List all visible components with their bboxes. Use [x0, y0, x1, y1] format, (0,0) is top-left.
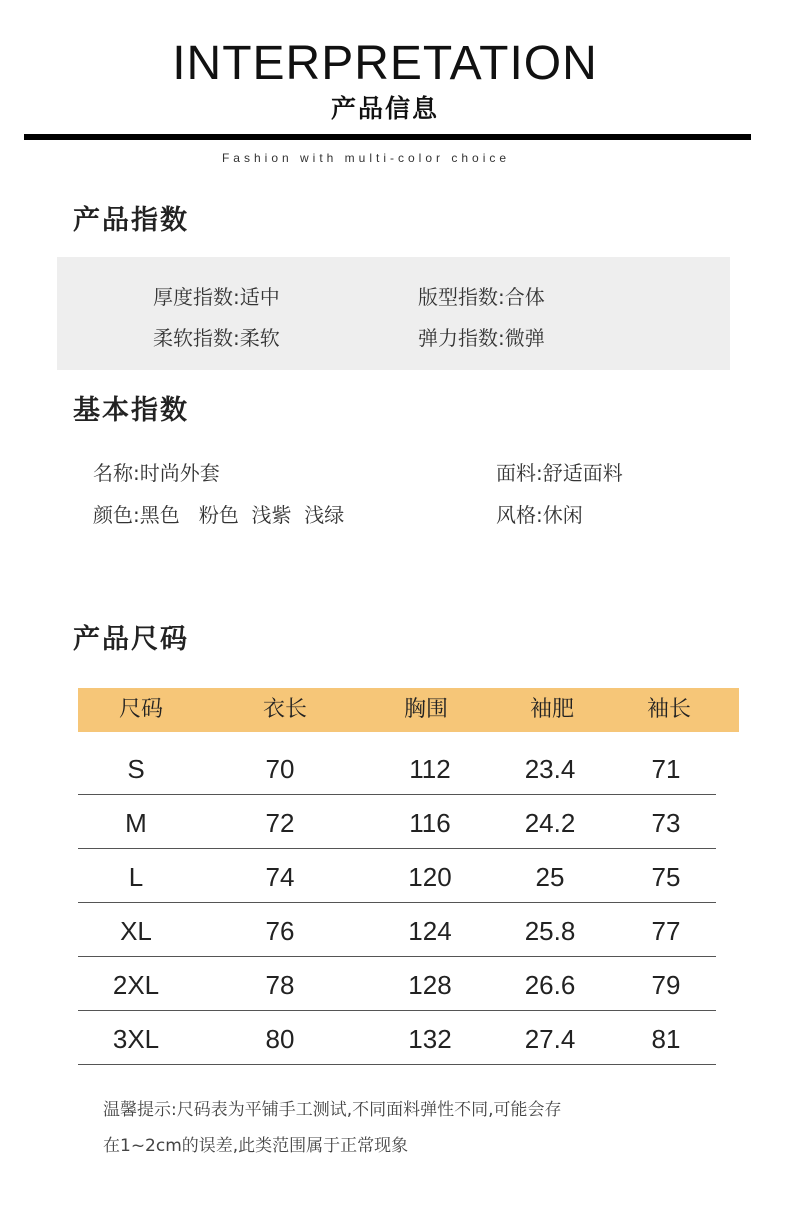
cell-chest: 132	[408, 1024, 452, 1054]
cell-length: 72	[265, 808, 295, 838]
cell-chest: 124	[408, 916, 452, 946]
thickness-index	[153, 284, 280, 310]
cell-sleeve-width: 27.4	[524, 1024, 576, 1054]
cell-sleeve-length: 81	[651, 1024, 681, 1054]
cell-sleeve-width: 26.6	[524, 970, 576, 1000]
cell-length: 70	[265, 754, 295, 784]
cell-size: 3XL	[112, 1024, 160, 1054]
color-value: 黑色 粉色 浅紫 浅绿	[139, 503, 345, 527]
tagline: Fashion with multi-color choice	[221, 151, 511, 165]
cell-length: 80	[265, 1024, 295, 1054]
size-table-header	[78, 688, 739, 732]
row-divider	[78, 794, 716, 795]
header-length: 衣长	[262, 697, 307, 722]
fit-label: 版型指数:	[418, 285, 505, 309]
table-row	[78, 796, 716, 849]
name-label: 名称:	[93, 461, 140, 485]
section-title-basic-index: 基本指数	[73, 395, 189, 426]
section-title-size-chart: 产品尺码	[73, 624, 189, 655]
fit-value: 合体	[504, 285, 545, 309]
table-row	[78, 850, 716, 903]
table-row	[78, 742, 716, 795]
cell-sleeve-width: 25	[535, 862, 565, 892]
row-divider	[78, 848, 716, 849]
table-row	[78, 1012, 716, 1065]
cell-sleeve-length: 79	[651, 970, 681, 1000]
table-row	[78, 958, 716, 1011]
style-value: 休闲	[542, 503, 583, 527]
row-divider	[78, 902, 716, 903]
cell-sleeve-length: 73	[651, 808, 681, 838]
page-subtitle: 产品信息	[330, 94, 439, 123]
section-title-product-index: 产品指数	[73, 205, 189, 236]
row-divider	[78, 956, 716, 957]
name-value: 时尚外套	[139, 461, 220, 485]
header-sleeve-width: 袖肥	[529, 697, 574, 722]
elasticity-value: 微弹	[504, 326, 545, 350]
cell-chest: 112	[409, 754, 451, 784]
product-fabric	[496, 460, 623, 486]
cell-sleeve-width: 23.4	[524, 754, 576, 784]
note-line-1: 温馨提示:尺码表为平铺手工测试,不同面料弹性不同,可能会存	[103, 1100, 562, 1120]
header-sleeve-length: 袖长	[646, 697, 691, 722]
cell-chest: 116	[409, 808, 451, 838]
product-index-box	[57, 257, 730, 370]
elasticity-label: 弹力指数:	[418, 326, 505, 350]
cell-chest: 120	[408, 862, 452, 892]
header-divider	[24, 134, 751, 140]
thickness-value: 适中	[239, 285, 280, 309]
row-divider	[78, 1010, 716, 1011]
softness-index	[153, 325, 280, 351]
cell-sleeve-length: 71	[651, 754, 681, 784]
softness-value: 柔软	[239, 326, 280, 350]
cell-length: 78	[265, 970, 295, 1000]
cell-size: S	[127, 754, 145, 784]
fit-index	[418, 284, 545, 310]
cell-size: L	[128, 862, 144, 892]
header-size: 尺码	[118, 697, 163, 722]
style-label: 风格:	[496, 503, 543, 527]
cell-sleeve-width: 24.2	[524, 808, 576, 838]
cell-size: 2XL	[112, 970, 160, 1000]
cell-size: XL	[120, 916, 152, 946]
fabric-label: 面料:	[496, 461, 543, 485]
cell-chest: 128	[408, 970, 452, 1000]
cell-size: M	[125, 808, 147, 838]
cell-sleeve-width: 25.8	[524, 916, 576, 946]
cell-sleeve-length: 77	[651, 916, 681, 946]
elasticity-index	[418, 325, 545, 351]
color-label: 颜色:	[93, 503, 140, 527]
page-title: INTERPRETATION	[172, 37, 598, 90]
cell-length: 74	[265, 862, 295, 892]
table-row	[78, 904, 716, 957]
fabric-value: 舒适面料	[542, 461, 623, 485]
note-line-2: 在1~2cm的误差,此类范围属于正常现象	[103, 1136, 409, 1156]
header-chest: 胸围	[403, 697, 448, 722]
thickness-label: 厚度指数:	[153, 285, 240, 309]
product-style	[496, 502, 583, 528]
cell-length: 76	[265, 916, 295, 946]
row-divider	[78, 1064, 716, 1065]
cell-sleeve-length: 75	[651, 862, 681, 892]
product-colors	[93, 502, 344, 528]
product-name	[93, 460, 220, 486]
softness-label: 柔软指数:	[153, 326, 240, 350]
